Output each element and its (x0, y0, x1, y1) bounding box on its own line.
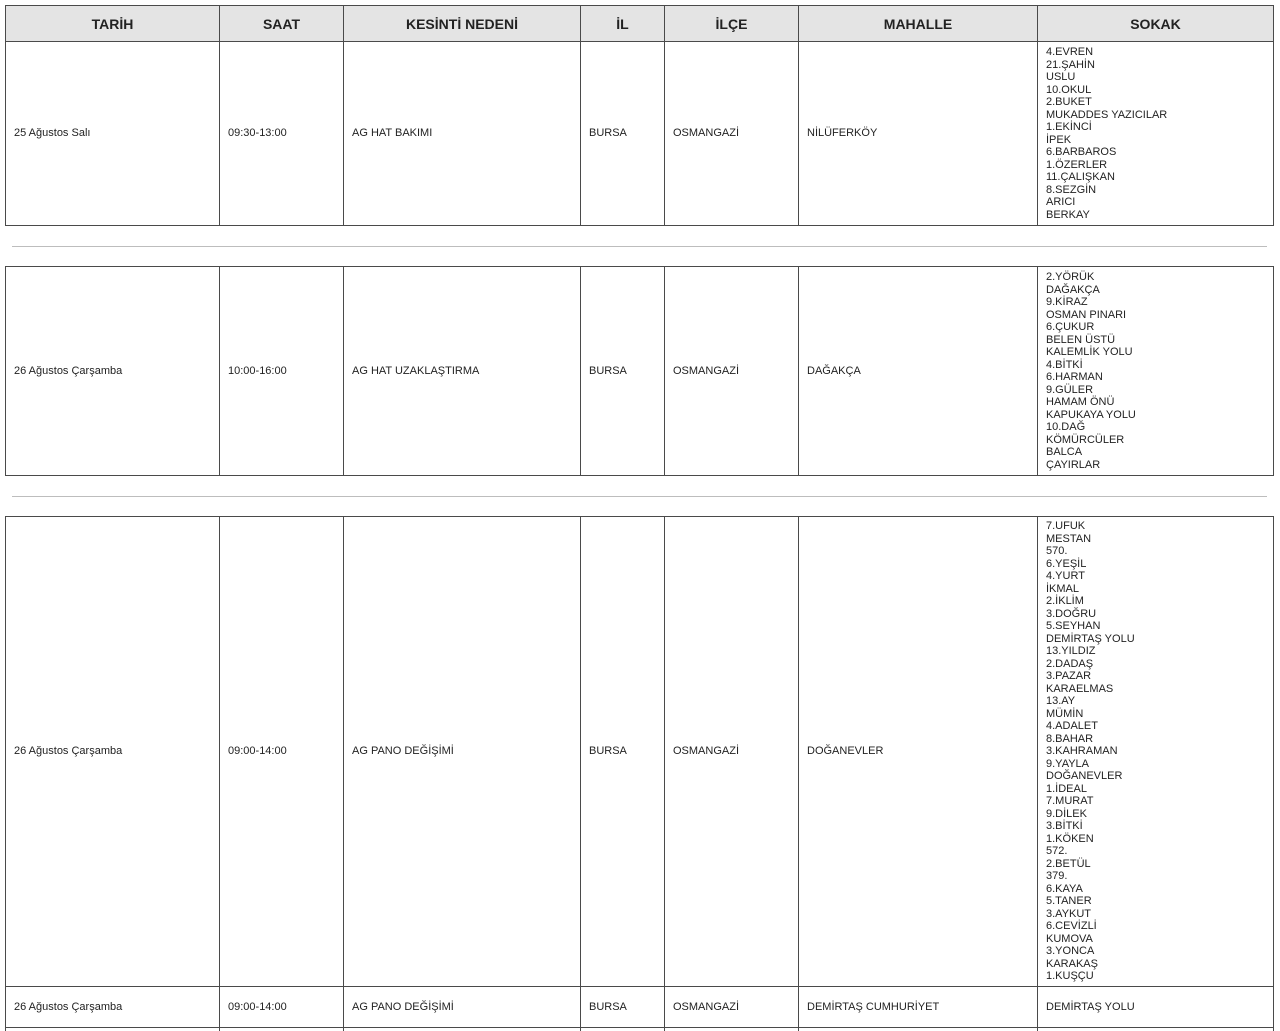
street-name: DOĞANEVLER (1046, 770, 1123, 783)
neighborhood-cell: DAĞAKÇA (799, 267, 1038, 476)
separator-cell (6, 226, 1274, 267)
street-name: 5.TANER (1046, 895, 1092, 908)
street-list (1046, 520, 1265, 983)
province-cell: BURSA (581, 267, 665, 476)
street-name: MÜMİN (1046, 707, 1084, 720)
street-name: BALCA (1046, 446, 1083, 458)
street-name: 3.YONCA (1046, 945, 1095, 958)
street-name: 7.UFUK (1046, 520, 1086, 533)
street-name: İPEK (1046, 133, 1072, 146)
table-row-partial (6, 1028, 1274, 1031)
district-cell: OSMANGAZİ (665, 517, 799, 987)
column-header-neighborhood: MAHALLE (799, 6, 1038, 42)
street-name: KARAELMAS (1046, 682, 1114, 695)
street-name: MUKADDES YAZICILAR (1046, 108, 1168, 121)
street-name: DAĞAKÇA (1046, 283, 1100, 296)
street-name: 10.OKUL (1046, 83, 1092, 96)
street-name: 1.KUŞÇU (1046, 970, 1094, 983)
street-name: KUMOVA (1046, 932, 1093, 945)
reason-cell: AG PANO DEĞİŞİMİ (344, 517, 581, 987)
street-name: 9.GÜLER (1046, 383, 1094, 396)
street-name: 2.İKLİM (1046, 595, 1084, 608)
streets-cell (1038, 987, 1274, 1028)
street-name: 4.YURT (1046, 570, 1085, 583)
empty-cell (344, 1028, 581, 1031)
street-name: 1.ÖZERLER (1046, 158, 1108, 171)
street-name: 6.BARBAROS (1046, 146, 1117, 158)
date-cell: 26 Ağustos Çarşamba (6, 987, 220, 1028)
empty-cell (1038, 1028, 1274, 1031)
street-name: 570. (1046, 545, 1068, 558)
table-row (6, 517, 1274, 987)
province-cell: BURSA (581, 517, 665, 987)
street-name: BERKAY (1046, 208, 1090, 221)
street-name: MESTAN (1046, 532, 1092, 545)
date-cell: 26 Ağustos Çarşamba (6, 517, 220, 987)
table-row (6, 42, 1274, 226)
street-name: 4.EVREN (1046, 46, 1094, 58)
outage-table (5, 5, 1274, 1031)
empty-cell (581, 1028, 665, 1031)
column-header-district: İLÇE (665, 6, 799, 42)
table-header-row (6, 6, 1274, 42)
district-cell: OSMANGAZİ (665, 42, 799, 226)
street-name: 6.HARMAN (1046, 371, 1103, 383)
table-row (6, 267, 1274, 476)
streets-cell (1038, 42, 1274, 226)
street-name: DEMİRTAŞ YOLU (1046, 632, 1135, 645)
province-cell: BURSA (581, 987, 665, 1028)
street-name: İKMAL (1046, 582, 1080, 595)
street-name: 6.CEVİZLİ (1046, 920, 1097, 933)
separator-line (12, 246, 1267, 247)
street-name: 3.PAZAR (1046, 670, 1092, 683)
street-name: 379. (1046, 870, 1068, 883)
separator-cell (6, 476, 1274, 517)
street-name: 2.YÖRÜK (1046, 271, 1095, 283)
date-cell: 26 Ağustos Çarşamba (6, 267, 220, 476)
column-header-province: İL (581, 6, 665, 42)
street-name: 8.BAHAR (1046, 732, 1094, 745)
neighborhood-cell: DEMİRTAŞ CUMHURİYET (799, 987, 1038, 1028)
row-separator (6, 476, 1274, 517)
column-header-street: SOKAK (1038, 6, 1274, 42)
street-name: 6.KAYA (1046, 882, 1083, 895)
street-name: 9.KİRAZ (1046, 296, 1088, 308)
street-name: 2.BETÜL (1046, 857, 1091, 870)
street-name: HAMAM ÖNÜ (1046, 396, 1115, 408)
district-cell: OSMANGAZİ (665, 267, 799, 476)
street-name: 5.SEYHAN (1046, 620, 1101, 633)
district-cell: OSMANGAZİ (665, 987, 799, 1028)
table-row (6, 987, 1274, 1028)
street-name: 6.ÇUKUR (1046, 321, 1095, 333)
street-name: 13.YILDIZ (1046, 645, 1096, 658)
street-name: KALEMLİK YOLU (1046, 346, 1133, 358)
street-name: 11.ÇALIŞKAN (1046, 171, 1115, 183)
street-name: 2.BUKET (1046, 96, 1092, 108)
street-name: 1.EKİNCİ (1046, 121, 1092, 133)
time-cell: 10:00-16:00 (220, 267, 344, 476)
street-name: 7.MURAT (1046, 795, 1094, 808)
column-header-date: TARİH (6, 6, 220, 42)
street-name: 10.DAĞ (1046, 421, 1086, 433)
street-name: 3.DOĞRU (1046, 607, 1097, 620)
street-name: ARICI (1046, 196, 1076, 208)
street-name: 1.KÖKEN (1046, 832, 1094, 845)
street-name: 4.ADALET (1046, 720, 1098, 733)
time-cell: 09:00-14:00 (220, 987, 344, 1028)
empty-cell (665, 1028, 799, 1031)
street-name: ÇAYIRLAR (1046, 458, 1101, 471)
street-name: 1.İDEAL (1046, 782, 1087, 795)
street-name: OSMAN PINARI (1046, 308, 1127, 321)
street-name: 2.DADAŞ (1046, 657, 1094, 670)
street-name: 8.SEZGİN (1046, 183, 1097, 196)
date-cell: 25 Ağustos Salı (6, 42, 220, 226)
street-list (1046, 271, 1265, 471)
street-name: 4.BİTKİ (1046, 358, 1083, 371)
street-list (1046, 1001, 1265, 1014)
separator-line (12, 496, 1267, 497)
street-name: 3.BİTKİ (1046, 820, 1083, 833)
street-name: 9.DİLEK (1046, 807, 1087, 820)
time-cell: 09:30-13:00 (220, 42, 344, 226)
streets-cell (1038, 267, 1274, 476)
streets-cell (1038, 517, 1274, 987)
street-name: BELEN ÜSTÜ (1046, 333, 1116, 346)
street-name: KARAKAŞ (1046, 957, 1098, 970)
street-name: KAPUKAYA YOLU (1046, 408, 1136, 421)
neighborhood-cell: NİLÜFERKÖY (799, 42, 1038, 226)
column-header-time: SAAT (220, 6, 344, 42)
street-name: KÖMÜRCÜLER (1046, 433, 1125, 446)
street-name: 9.YAYLA (1046, 757, 1090, 770)
neighborhood-cell: DOĞANEVLER (799, 517, 1038, 987)
empty-cell (799, 1028, 1038, 1031)
street-name: 21.ŞAHİN (1046, 58, 1095, 71)
empty-cell (6, 1028, 220, 1031)
street-name: 6.YEŞİL (1046, 557, 1087, 570)
empty-cell (220, 1028, 344, 1031)
row-separator (6, 226, 1274, 267)
reason-cell: AG HAT BAKIMI (344, 42, 581, 226)
street-name: USLU (1046, 71, 1076, 83)
province-cell: BURSA (581, 42, 665, 226)
reason-cell: AG HAT UZAKLAŞTIRMA (344, 267, 581, 476)
column-header-reason: KESİNTİ NEDENİ (344, 6, 581, 42)
street-name: 3.KAHRAMAN (1046, 745, 1118, 758)
time-cell: 09:00-14:00 (220, 517, 344, 987)
street-list (1046, 46, 1265, 221)
street-name: 3.AYKUT (1046, 907, 1092, 920)
street-name: 13.AY (1046, 695, 1076, 708)
street-name: 572. (1046, 845, 1068, 858)
reason-cell: AG PANO DEĞİŞİMİ (344, 987, 581, 1028)
street-name: DEMİRTAŞ YOLU (1046, 1000, 1135, 1013)
